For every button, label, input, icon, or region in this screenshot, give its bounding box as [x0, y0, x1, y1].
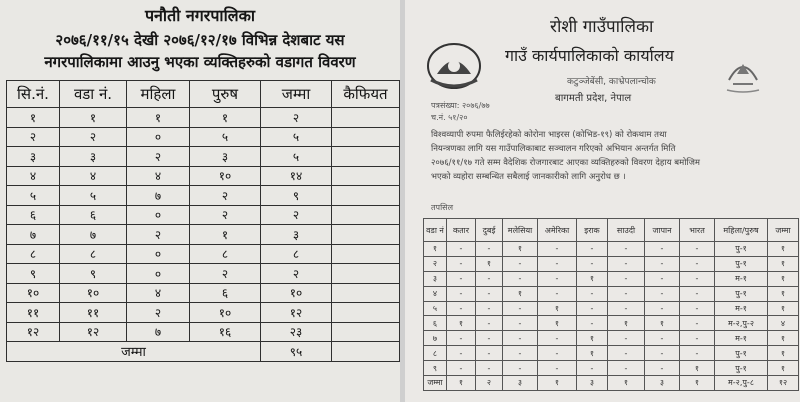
left-table-cell: ९ [261, 186, 332, 206]
right-table-cell: - [680, 301, 715, 316]
left-table-cell: ५ [60, 186, 127, 206]
left-table-cell: २ [261, 108, 332, 128]
right-table-cell: - [503, 316, 538, 331]
right-table-cell: - [680, 331, 715, 346]
left-table-cell: ५ [261, 127, 332, 147]
right-table-cell: पु-१ [715, 242, 768, 257]
right-table-cell: - [476, 242, 503, 257]
right-table-cell: ६ [424, 316, 447, 331]
right-table-cell: पु-१ [715, 286, 768, 301]
right-table-cell: - [680, 271, 715, 286]
right-table-cell: - [503, 361, 538, 376]
right-table-cell: - [608, 346, 645, 361]
right-table-cell: - [608, 301, 645, 316]
right-table-cell: - [538, 242, 577, 257]
left-table-cell [332, 283, 400, 303]
dispatch-number: च.नं. ५१/२० [431, 113, 468, 122]
notice-paragraph [431, 128, 781, 184]
right-total-row [424, 376, 799, 391]
left-table-cell: ३ [190, 147, 261, 167]
left-table-cell: २ [190, 186, 261, 206]
right-table-cell: - [476, 316, 503, 331]
right-table-cell: - [680, 256, 715, 271]
right-table-cell: - [645, 331, 680, 346]
right-table-cell: - [538, 271, 577, 286]
right-table-cell: १ [768, 256, 799, 271]
left-table-cell: ७ [127, 186, 190, 206]
right-table-row [424, 316, 799, 331]
right-table-cell: - [608, 331, 645, 346]
office-province: बागमती प्रदेश, नेपाल [555, 93, 632, 104]
office-subtitle: गाउँ कार्यपालिकाको कार्यालय [505, 46, 674, 65]
right-total-cell: १ [447, 376, 476, 391]
right-header-cell: मलेसिया [503, 219, 538, 242]
right-table-cell: - [476, 331, 503, 346]
left-table-cell: ० [127, 127, 190, 147]
right-table-cell: २ [424, 256, 447, 271]
right-table-cell: - [447, 331, 476, 346]
municipality-logo-icon [723, 50, 763, 94]
left-table-cell: ८ [60, 244, 127, 264]
office-address: कटुञ्जेबेंसी, काभ्रेपलान्चोक [567, 77, 656, 87]
left-table-cell: १० [261, 283, 332, 303]
right-table-cell: - [680, 316, 715, 331]
left-table-cell [332, 186, 400, 206]
nepal-emblem-icon [425, 40, 483, 90]
right-table-cell: - [538, 346, 577, 361]
right-table-cell: - [645, 256, 680, 271]
left-table-cell: ० [127, 244, 190, 264]
left-table-cell: १० [7, 283, 60, 303]
notice-line: २०७६/११/१७ गते सम्म वैदेशिक रोजगारबाट आएका व्यक्तिहरुको विवरण देहाय बमोजिम [431, 158, 700, 168]
left-table-cell: ८ [261, 244, 332, 264]
left-table-cell: २ [127, 225, 190, 245]
left-table-cell: १ [190, 225, 261, 245]
right-table-row [424, 256, 799, 271]
right-table-cell: - [538, 286, 577, 301]
right-table-row [424, 242, 799, 257]
left-table-cell [332, 166, 400, 186]
left-table-cell: ६ [60, 205, 127, 225]
left-total-value: ९५ [261, 342, 332, 362]
right-table-cell: १ [768, 361, 799, 376]
reference-number: पत्रसंख्या: २०७६/७७ [431, 101, 490, 110]
left-table-cell: ९ [7, 264, 60, 284]
left-table-cell: ४ [127, 283, 190, 303]
right-table-cell: १ [577, 271, 608, 286]
left-table-cell: ७ [60, 225, 127, 245]
left-table-cell: ११ [7, 303, 60, 323]
left-subtitle-line1: २०७६/११/१५ देखी २०७६/१२/१७ विभिन्न देशबाट यस [55, 31, 345, 49]
right-total-cell: ३ [577, 376, 608, 391]
right-total-cell: ३ [503, 376, 538, 391]
right-table-cell: - [447, 256, 476, 271]
left-title: पनौती नगरपालिका [144, 6, 256, 25]
right-table-cell: पु-१ [715, 346, 768, 361]
right-table-cell: - [680, 242, 715, 257]
right-header-cell: इराक [577, 219, 608, 242]
left-table-cell: २ [127, 303, 190, 323]
right-table-cell: १ [608, 316, 645, 331]
right-header-cell: दुबई [476, 219, 503, 242]
left-table-cell: २ [261, 205, 332, 225]
right-table-cell: १ [447, 316, 476, 331]
right-table-cell: १ [476, 256, 503, 271]
right-table-cell: १ [503, 242, 538, 257]
right-table-cell: - [577, 301, 608, 316]
left-header-cell: सि.नं. [7, 81, 60, 108]
left-table-cell: २ [127, 147, 190, 167]
right-table-cell: ९ [424, 361, 447, 376]
left-table-cell: ३ [7, 147, 60, 167]
right-table-cell: - [447, 361, 476, 376]
left-table-cell: १ [60, 108, 127, 128]
left-table-cell: २ [190, 264, 261, 284]
right-table-cell: - [476, 346, 503, 361]
right-table-row [424, 361, 799, 376]
details-subheading: तपसिल [431, 203, 454, 212]
right-table-cell: - [577, 242, 608, 257]
right-table-cell: १ [577, 331, 608, 346]
right-table-cell: १ [645, 316, 680, 331]
right-table-cell: - [680, 286, 715, 301]
right-table-cell: - [680, 346, 715, 361]
left-subtitle-line2: नगरपालिकामा आउनु भएका व्यक्तिहरुको वडागत विवरण [44, 53, 356, 71]
right-total-cell: १२ [768, 376, 799, 391]
left-table-cell: १ [7, 108, 60, 128]
right-table-cell: - [503, 346, 538, 361]
left-header-cell: कैफियत [332, 81, 400, 108]
right-total-cell: ३ [645, 376, 680, 391]
right-table-row [424, 346, 799, 361]
left-table-cell [332, 147, 400, 167]
left-table-cell [332, 205, 400, 225]
left-table-cell: ३ [261, 225, 332, 245]
right-table-cell: ७ [424, 331, 447, 346]
left-table-cell [332, 322, 400, 342]
right-table-cell: म-१ [715, 301, 768, 316]
left-table-cell: १ [127, 108, 190, 128]
right-table-cell: १ [768, 331, 799, 346]
right-table-cell: १ [424, 242, 447, 257]
left-table-cell: ० [127, 264, 190, 284]
left-table-cell: ५ [7, 186, 60, 206]
left-table-cell: ८ [190, 244, 261, 264]
right-table-cell: - [645, 286, 680, 301]
left-table-cell: २३ [261, 322, 332, 342]
left-table-cell: ४ [127, 166, 190, 186]
left-table-cell [332, 244, 400, 264]
left-table-row [7, 205, 400, 225]
right-table-cell: - [503, 331, 538, 346]
left-header-cell: वडा नं. [60, 81, 127, 108]
left-table-cell: २ [60, 127, 127, 147]
left-table-cell: ७ [127, 322, 190, 342]
left-table-row [7, 166, 400, 186]
left-table-row [7, 147, 400, 167]
right-table-cell: - [577, 256, 608, 271]
right-table-cell: ५ [424, 301, 447, 316]
right-table-cell: १ [768, 301, 799, 316]
notice-line: भएको व्यहोरा सम्बन्धित सबैलाई जानकारीको लागि अनुरोध छ । [431, 172, 626, 182]
left-table-cell: ३ [60, 147, 127, 167]
left-table-row [7, 244, 400, 264]
right-total-cell: १ [608, 376, 645, 391]
left-ward-table [6, 80, 400, 362]
right-table-cell: - [645, 346, 680, 361]
right-table-cell: - [538, 256, 577, 271]
right-table-cell: - [645, 361, 680, 376]
left-table-cell: ८ [7, 244, 60, 264]
left-table-cell: १४ [261, 166, 332, 186]
right-table-cell: १ [503, 286, 538, 301]
right-table-cell: म-२,पु-२ [715, 316, 768, 331]
right-total-cell: १ [538, 376, 577, 391]
left-table-cell: ६ [7, 205, 60, 225]
right-table-cell: - [608, 271, 645, 286]
right-header-cell: अमेरिका [538, 219, 577, 242]
right-table-cell: १ [680, 361, 715, 376]
right-table-cell: - [645, 242, 680, 257]
left-table-cell: २ [190, 205, 261, 225]
left-table-cell: १० [190, 166, 261, 186]
left-table-cell: १२ [60, 322, 127, 342]
right-document [405, 0, 800, 402]
right-table-cell: - [608, 286, 645, 301]
right-table-cell: - [476, 286, 503, 301]
left-table-cell [332, 225, 400, 245]
right-table-cell: - [608, 256, 645, 271]
right-total-cell: १ [680, 376, 715, 391]
right-header-cell: जम्मा [768, 219, 799, 242]
right-table-row [424, 301, 799, 316]
left-table-row [7, 186, 400, 206]
right-header-cell: वडा नं [424, 219, 447, 242]
left-table-row [7, 322, 400, 342]
right-table-cell: - [577, 361, 608, 376]
right-country-table [423, 218, 799, 391]
notice-line: नियन्त्रणका लागि यस गाउँपालिकाबाट सञ्चालन गरिएको अभियान अन्तर्गत मिति [431, 144, 676, 154]
left-table-cell: १६ [190, 322, 261, 342]
right-table-cell: - [645, 301, 680, 316]
right-header-cell: साउदी [608, 219, 645, 242]
left-table-cell: १२ [261, 303, 332, 323]
right-table-cell: - [476, 361, 503, 376]
right-table-row [424, 331, 799, 346]
office-name: रोशी गाउँपालिका [550, 17, 654, 37]
left-table-cell: १२ [7, 322, 60, 342]
left-table-cell: ९ [60, 264, 127, 284]
notice-line: विश्वव्यापी रुपमा फैलिईरहेको कोरोना भाइरस (कोभिड-१९) को रोकथाम तथा [431, 130, 667, 140]
left-table-cell: १० [60, 283, 127, 303]
left-table-cell: ० [127, 205, 190, 225]
right-header-cell: जापान [645, 219, 680, 242]
left-table-body [7, 108, 400, 342]
left-table-row [7, 108, 400, 128]
left-table-row [7, 303, 400, 323]
right-table-cell: - [447, 301, 476, 316]
left-table-cell: ५ [261, 147, 332, 167]
left-total-label: जम्मा [7, 342, 261, 362]
left-table-cell: २ [7, 127, 60, 147]
right-table-cell: १ [768, 242, 799, 257]
right-header-cell: महिला/पुरुष [715, 219, 768, 242]
right-table-cell: - [476, 271, 503, 286]
left-table-row [7, 127, 400, 147]
left-table-cell: ६ [190, 283, 261, 303]
right-table-cell: १ [577, 346, 608, 361]
right-table-cell: - [645, 271, 680, 286]
right-table-cell: - [577, 286, 608, 301]
right-table-cell: १ [538, 316, 577, 331]
right-table-cell: ८ [424, 346, 447, 361]
left-table-cell: १० [190, 303, 261, 323]
right-table-cell: - [503, 271, 538, 286]
right-table-cell: १ [768, 271, 799, 286]
left-table-cell: ४ [60, 166, 127, 186]
left-table-cell [332, 108, 400, 128]
left-table-row [7, 225, 400, 245]
left-header-cell: पुरुष [190, 81, 261, 108]
right-table-cell: पु-१ [715, 361, 768, 376]
right-total-cell: २ [476, 376, 503, 391]
right-header-cell: कतार [447, 219, 476, 242]
right-table-cell: ४ [424, 286, 447, 301]
left-header-cell: जम्मा [261, 81, 332, 108]
right-table-cell: - [538, 331, 577, 346]
right-table-cell: - [503, 301, 538, 316]
right-header-cell: भारत [680, 219, 715, 242]
right-table-cell: - [447, 271, 476, 286]
right-table-cell: पु-१ [715, 256, 768, 271]
right-table-cell: म-१ [715, 331, 768, 346]
left-total-remarks [332, 342, 400, 362]
left-table-row [7, 264, 400, 284]
right-total-cell: म-२,पु-८ [715, 376, 768, 391]
right-table-row [424, 286, 799, 301]
left-table-cell: ४ [7, 166, 60, 186]
right-table-cell: - [608, 361, 645, 376]
left-table-cell: ५ [190, 127, 261, 147]
left-table-cell [332, 264, 400, 284]
right-table-cell: - [447, 242, 476, 257]
left-table-cell [332, 303, 400, 323]
left-table-cell: २ [261, 264, 332, 284]
right-table-cell: १ [768, 346, 799, 361]
right-table-cell: १ [768, 286, 799, 301]
left-table-cell: १ [190, 108, 261, 128]
right-table-cell: - [577, 316, 608, 331]
right-table-cell: म-१ [715, 271, 768, 286]
right-total-cell: जम्मा [424, 376, 447, 391]
right-table-cell: - [538, 361, 577, 376]
left-header-cell: महिला [127, 81, 190, 108]
right-table-header-row [424, 219, 799, 242]
right-table-cell: - [476, 301, 503, 316]
right-table-cell: ४ [768, 316, 799, 331]
right-table-cell: - [503, 256, 538, 271]
left-total-row [7, 342, 400, 362]
left-table-cell: ११ [60, 303, 127, 323]
right-table-cell: - [447, 346, 476, 361]
right-table-cell: ३ [424, 271, 447, 286]
left-table-header-row [7, 81, 400, 108]
left-table-row [7, 283, 400, 303]
right-table-row [424, 271, 799, 286]
left-table-cell: ७ [7, 225, 60, 245]
right-table-cell: - [608, 242, 645, 257]
left-table-cell [332, 127, 400, 147]
right-table-cell: १ [538, 301, 577, 316]
right-table-cell: - [447, 286, 476, 301]
right-table-body [424, 242, 799, 391]
